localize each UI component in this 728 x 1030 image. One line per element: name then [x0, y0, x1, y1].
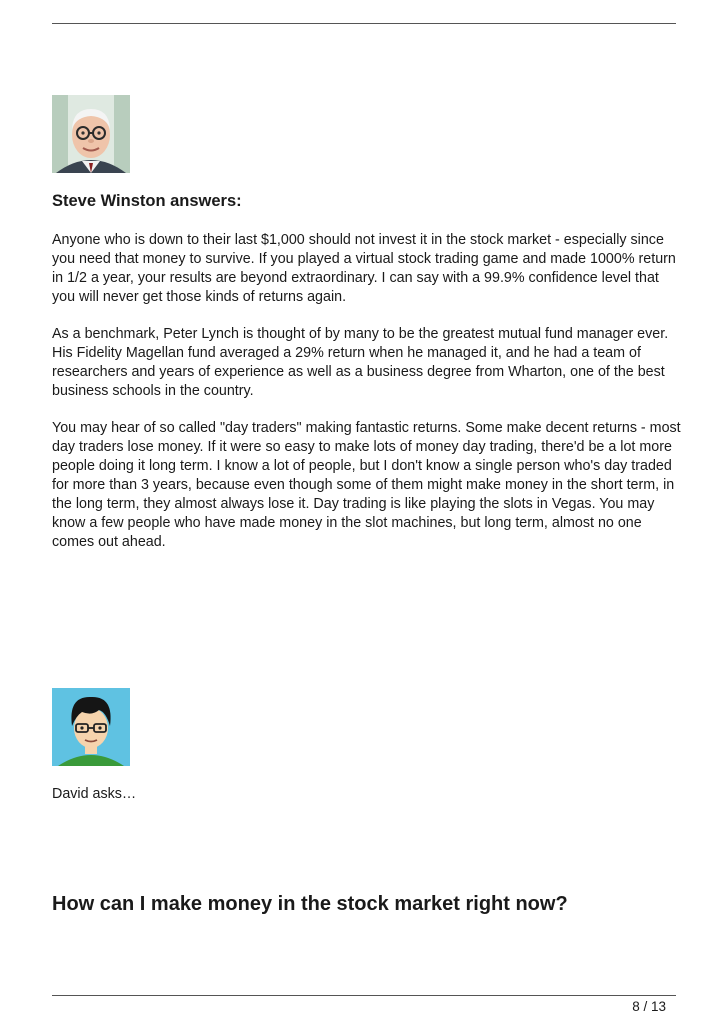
answer-heading: Steve Winston answers: — [52, 192, 242, 210]
answerer-avatar — [52, 95, 130, 173]
header-rule — [52, 23, 676, 24]
answer-paragraph: Anyone who is down to their last $1,000 should not invest it in the stock market - especially since you need that money to survive. If you played a virtual stock trading game and made 1000% return in 1/2 a year, your results are beyond extraordinary. I can say with a 99.9% confidence level that you will never get those kinds of returns again. — [52, 232, 676, 305]
asker-label: David asks… — [52, 786, 137, 802]
answer-body — [52, 231, 682, 570]
question-title: How can I make money in the stock market right now? — [52, 893, 568, 915]
asker-avatar — [52, 688, 130, 766]
cartoon-boy-avatar-icon — [52, 688, 130, 766]
footer-rule — [52, 995, 676, 996]
page-number: 8 / 13 — [632, 999, 666, 1014]
elderly-man-portrait-icon — [52, 95, 130, 173]
answer-paragraph: As a benchmark, Peter Lynch is thought of by many to be the greatest mutual fund manager ever. His Fidelity Magellan fund averaged a 29% return when he managed it, and he had a team of researchers and years of experience as well as a business degree from Wharton, one of the best business schools in the country. — [52, 326, 669, 399]
answer-paragraph: You may hear of so called "day traders" making fantastic returns. Some make decent returns - most day traders lose money. If it were so easy to make lots of money day trading, there'd be a lot more people doing it long term. I know a lot of people, but I don't know a single person who's day traded for more than 3 years, because even though some of them might make money in the short term, in the long term, they almost always lose it. Day trading is like playing the slots in Vegas. You may know a few people who have made money in the slot machines, but long term, almost no one comes out ahead. — [52, 420, 681, 550]
